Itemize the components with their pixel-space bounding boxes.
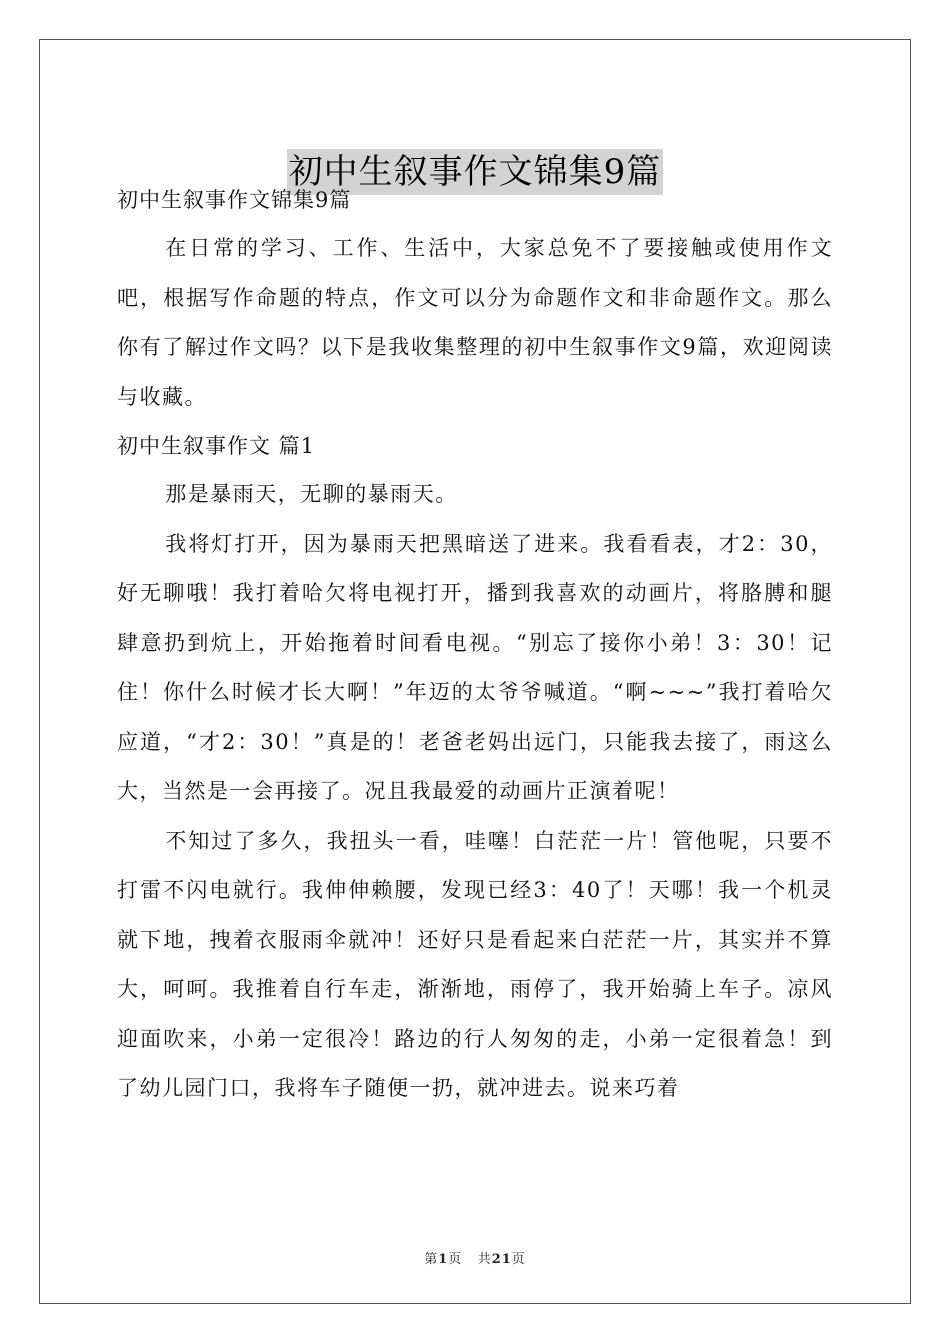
- page-footer: [0, 1248, 950, 1267]
- body-paragraph: 我将灯打开，因为暴雨天把黑暗送了进来。我看看表，才2：30，好无聊哦！我打着哈欠将电视打开，播到我喜欢的动画片，将胳膊和腿肆意扔到炕上，开始拖着时间看电视。“别忘了接你小弟！3：30！记住！你什么时候才长大啊！”年迈的太爷爷喊道。“啊~~~”我打着哈欠应道，“才2：30！”真是的！老爸老妈出远门，只能我去接了，雨这么大，当然是一会再接了。况且我最爱的动画片正演着呢！: [117, 531, 833, 803]
- document-subtitle: 初中生叙事作文锦集9篇: [117, 188, 352, 212]
- section-heading: 初中生叙事作文 篇1: [117, 434, 316, 458]
- footer-page-unit: 页: [448, 1252, 463, 1267]
- document-title: 初中生叙事作文锦集9篇: [287, 149, 664, 195]
- document-body: [117, 176, 833, 1114]
- intro-paragraph: 在日常的学习、工作、生活中，大家总免不了要接触或使用作文吧，根据写作命题的特点，作文可以分为命题作文和非命题作文。那么你有了解过作文吗？以下是我收集整理的初中生叙事作文9篇，欢迎阅读与收藏。: [117, 236, 833, 409]
- footer-total-unit: 页: [511, 1252, 526, 1267]
- footer-page-label: 第: [424, 1252, 439, 1267]
- footer-total-label: 共: [477, 1252, 492, 1267]
- footer-page-total: 21: [491, 1252, 512, 1267]
- body-paragraph: 不知过了多久，我扭头一看，哇噻！白茫茫一片！管他呢，只要不打雷不闪电就行。我伸伸赖腰，发现已经3：40了！天哪！我一个机灵就下地，拽着衣服雨伞就冲！还好只是看起来白茫茫一片，其实并不算大，呵呵。我推着自行车走，渐渐地，雨停了，我开始骑上车子。凉风迎面吹来，小弟一定很冷！路边的行人匆匆的走，小弟一定很着急！到了幼儿园门口，我将车子随便一扔，就冲进去。说来巧着: [117, 828, 833, 1100]
- body-paragraph: 那是暴雨天，无聊的暴雨天。: [165, 482, 458, 506]
- footer-page-current: 1: [438, 1252, 449, 1267]
